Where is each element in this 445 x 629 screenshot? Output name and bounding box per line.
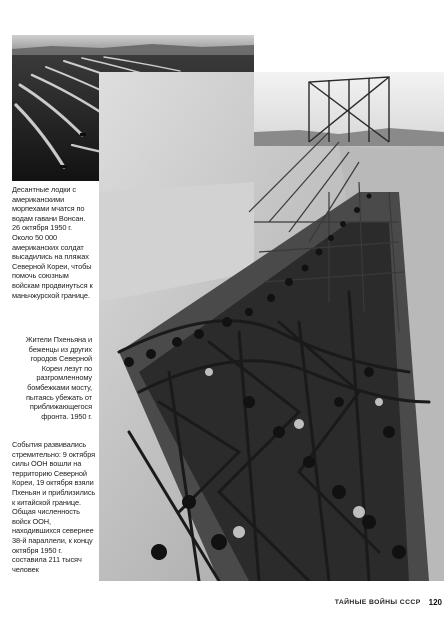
events-caption: События развивались стремительно: 9 октября силы ООН вошли на территорию Северной Кореи, 19 октября взяли Пхеньян и приблизились к китайской границе. Общая численность войск ООН, находившихся севернее 38-й параллели, к концу октября 1950 г. составила 211 тысяч человек [12, 440, 96, 574]
bridge-refugees-caption: Жители Пхеньяна и беженцы из других городов Северной Кореи лезут по разгромленному бомбежками мосту, пытаясь убежать от приближающегося фронта. 1950 г. [25, 335, 92, 421]
page-number: 120 [428, 597, 442, 607]
page-footer [330, 596, 442, 608]
bridge-refugees-image [99, 72, 444, 581]
bridge-refugees-photo [99, 72, 444, 581]
running-title: ТАЙНЫЕ ВОЙНЫ СССР [334, 598, 421, 606]
landing-craft-caption: Десантные лодки с американскими морпехами мчатся по водам гавани Вонсан. 26 октября 1950 г. Около 50 000 американских солдат высадились на пляжах Северной Кореи, чтобы помочь союзным войскам продвинуться к маньчжурской границе. [12, 185, 93, 300]
